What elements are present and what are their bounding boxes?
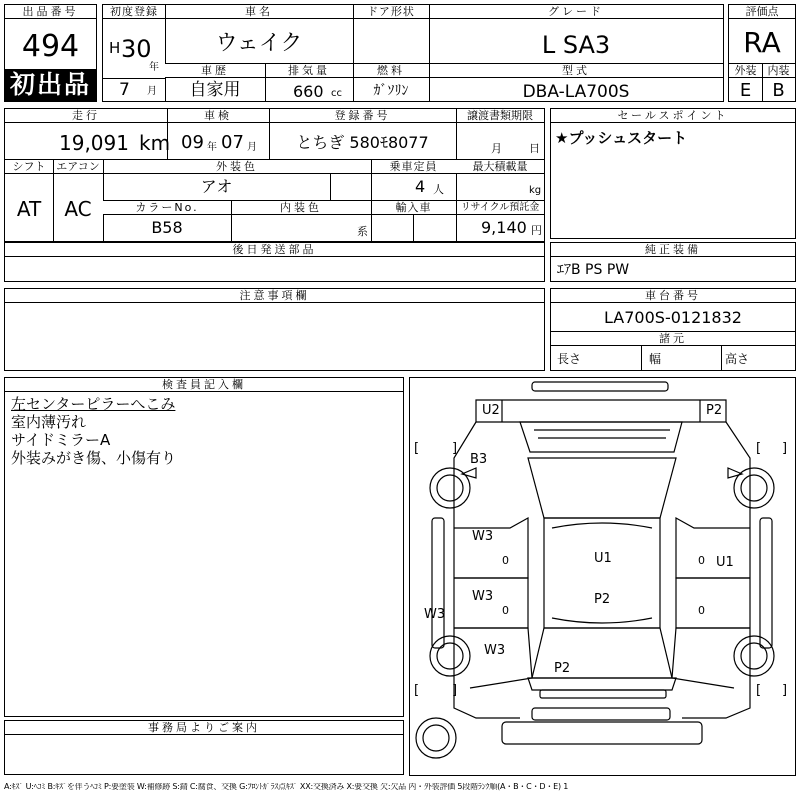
sales-point-header: セールスポイント bbox=[551, 109, 795, 123]
office-header: 事務局よりご案内 bbox=[5, 721, 403, 735]
mark-right-door: U1 bbox=[716, 555, 734, 570]
inspection-header: 車検 bbox=[167, 109, 269, 123]
mark-fender: B3 bbox=[470, 452, 488, 467]
mark-zero-1: 0 bbox=[502, 554, 509, 567]
width-label: 幅 bbox=[649, 352, 662, 366]
max-load-unit: kg bbox=[529, 185, 542, 196]
inspector-header: 検査員記入欄 bbox=[5, 378, 403, 392]
mark-roof-rear: P2 bbox=[594, 592, 611, 607]
model-code-header: 型式 bbox=[429, 64, 723, 78]
capacity-header: 乗車定員 bbox=[371, 160, 456, 174]
bracket-right-1: ] bbox=[452, 441, 458, 456]
ext-color-header: 外装色 bbox=[103, 160, 371, 174]
mark-door-rl: W3 bbox=[472, 589, 494, 604]
transfer-month-unit: 月 bbox=[491, 142, 502, 155]
fuel-header: 燃料 bbox=[353, 64, 429, 78]
reg-month-unit: 月 bbox=[147, 86, 157, 97]
bracket-left-3: [ bbox=[414, 683, 420, 698]
first-listing-badge: 初出品 bbox=[5, 69, 96, 101]
inspector-box bbox=[4, 377, 404, 717]
bracket-right-4: ] bbox=[782, 683, 788, 698]
inspection-year-unit: 年 bbox=[207, 142, 217, 153]
inspection-month-unit: 月 bbox=[247, 142, 257, 153]
reg-year: 30 bbox=[121, 35, 152, 63]
max-load-header: 最大積載量 bbox=[456, 160, 544, 174]
door-header: ドア形状 bbox=[353, 5, 429, 19]
inspector-note-4: 外装みがき傷、小傷有り bbox=[11, 449, 177, 467]
ext-color-value: アオ bbox=[200, 177, 233, 196]
transfer-header: 譲渡書類期限 bbox=[456, 109, 544, 123]
sales-point-box bbox=[550, 108, 796, 239]
dimensions-header: 諸元 bbox=[551, 332, 795, 346]
inspector-note-2: 室内薄汚れ bbox=[11, 413, 87, 431]
inspector-note-3: サイドミラーA bbox=[11, 431, 111, 449]
car-name: ウェイク bbox=[215, 31, 303, 56]
details-box bbox=[4, 108, 545, 242]
shift-header: シフト bbox=[5, 160, 53, 174]
displacement-value: 660 bbox=[293, 82, 324, 101]
vehicle-main-box bbox=[102, 4, 724, 102]
interior-grade: B bbox=[772, 80, 785, 101]
chassis-box bbox=[550, 288, 796, 371]
exterior-grade: E bbox=[739, 80, 752, 101]
score-header: 評価点 bbox=[729, 5, 795, 19]
inspection-month: 07 bbox=[221, 132, 244, 153]
later-parts-box bbox=[4, 242, 545, 282]
mark-door-fl: W3 bbox=[472, 529, 494, 544]
equipment-box bbox=[550, 242, 796, 282]
int-color-header: 内装色 bbox=[231, 201, 371, 215]
lot-number-box bbox=[4, 4, 97, 102]
aircon-value: AC bbox=[64, 197, 92, 221]
mark-zero-2: 0 bbox=[502, 604, 509, 617]
mark-rocker: W3 bbox=[424, 607, 446, 622]
transfer-day-unit: 日 bbox=[529, 142, 540, 155]
color-no-header: カラーNo. bbox=[103, 201, 231, 215]
length-label: 長さ bbox=[557, 352, 582, 366]
bracket-left-4: [ bbox=[756, 683, 762, 698]
equipment-text: ｴｱB PS PW bbox=[557, 262, 630, 278]
import-header: 輸入車 bbox=[371, 201, 456, 215]
equipment-header: 純正装備 bbox=[551, 243, 795, 257]
int-color-unit: 系 bbox=[357, 225, 368, 238]
bracket-right-3: ] bbox=[452, 683, 458, 698]
later-parts-header: 後日発送部品 bbox=[5, 243, 544, 257]
office-box bbox=[4, 720, 404, 775]
mark-front-right: P2 bbox=[706, 403, 723, 418]
interior-header: 内装 bbox=[762, 64, 795, 78]
mark-zero-4: 0 bbox=[698, 604, 705, 617]
notes-header: 注意事項欄 bbox=[5, 289, 544, 303]
color-no-value: B58 bbox=[151, 218, 183, 237]
notes-box bbox=[4, 288, 545, 371]
exterior-header: 外装 bbox=[729, 64, 762, 78]
car-diagram bbox=[410, 378, 795, 775]
bracket-right-2: ] bbox=[782, 441, 788, 456]
height-label: 高さ bbox=[725, 352, 750, 366]
first-reg-header: 初度登録 bbox=[103, 5, 165, 19]
mark-quarter: W3 bbox=[484, 643, 506, 658]
inspector-note-1: 左センターピラーへこみ bbox=[11, 395, 176, 413]
mark-trunk: P2 bbox=[554, 661, 571, 676]
mileage-unit: km bbox=[139, 131, 171, 155]
lot-number: 494 bbox=[21, 29, 80, 64]
displacement-unit: cc bbox=[331, 88, 342, 99]
plate-value: とちぎ 580ﾓ8077 bbox=[296, 133, 429, 152]
capacity-value: 4 bbox=[415, 177, 426, 196]
mark-front-left: U2 bbox=[482, 403, 500, 418]
displacement-header: 排気量 bbox=[265, 64, 353, 78]
lot-number-header: 出品番号 bbox=[5, 5, 96, 19]
reg-month: 7 bbox=[119, 80, 130, 100]
chassis-number: LA700S-0121832 bbox=[604, 308, 742, 327]
plate-header: 登録番号 bbox=[269, 109, 456, 123]
fuel-value: ｶﾞｿﾘﾝ bbox=[373, 83, 409, 99]
bracket-left-2: [ bbox=[756, 441, 762, 456]
history-header: 車歴 bbox=[165, 64, 265, 78]
score-box bbox=[728, 4, 796, 102]
history-value: 自家用 bbox=[189, 80, 241, 100]
car-diagram-box bbox=[409, 377, 796, 776]
score-value: RA bbox=[743, 26, 781, 59]
grade-value: L SA3 bbox=[541, 31, 611, 59]
bracket-left-1: [ bbox=[414, 441, 420, 456]
shift-value: AT bbox=[16, 197, 42, 221]
recycle-header: リサイクル預託金 bbox=[456, 201, 544, 215]
inspection-year: 09 bbox=[181, 132, 204, 153]
reg-year-unit: 年 bbox=[149, 62, 159, 73]
mark-roof: U1 bbox=[594, 551, 612, 566]
mileage-value: 19,091 bbox=[59, 131, 129, 155]
mileage-header: 走行 bbox=[5, 109, 167, 123]
aircon-header: エアコン bbox=[53, 160, 103, 174]
recycle-value: 9,140 bbox=[481, 218, 527, 237]
capacity-unit: 人 bbox=[433, 183, 444, 196]
recycle-unit: 円 bbox=[531, 224, 542, 237]
legend-text: A:ｷｽﾞ U:ﾍｺﾐ B:ｷｽﾞを伴うﾍｺﾐ P:要塗装 W:補修跡 S:錆 C:腐食、交換 G:ﾌﾛﾝﾄｶﾞﾗｽ点ｷｽﾞ XX:交換済み X:要交換 欠:欠品 内・外装評価 5段階ﾗﾝｸ順(A・B・C・D・E) 1 bbox=[4, 783, 569, 791]
model-code-value: DBA-LA700S bbox=[522, 82, 630, 102]
car-name-header: 車名 bbox=[165, 5, 353, 19]
era-letter: H bbox=[109, 39, 121, 57]
mark-zero-3: 0 bbox=[698, 554, 705, 567]
sales-point-text: ★プッシュスタート bbox=[555, 129, 688, 147]
grade-header: グレード bbox=[429, 5, 723, 19]
chassis-header: 車台番号 bbox=[551, 289, 795, 303]
